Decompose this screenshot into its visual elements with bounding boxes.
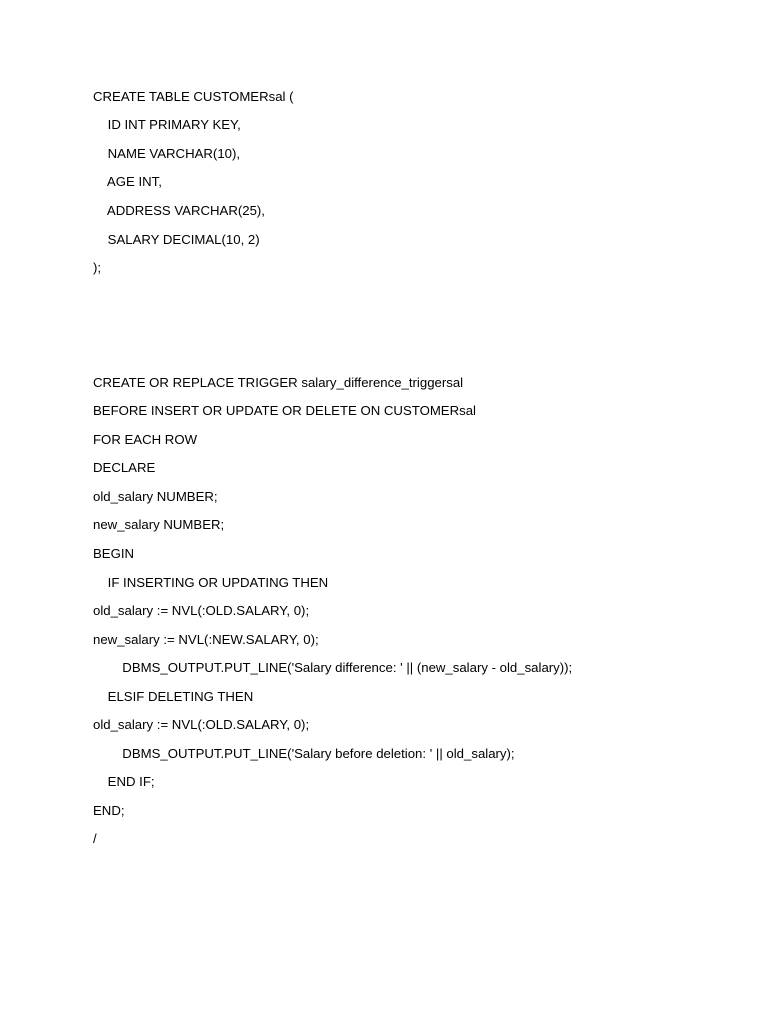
code-line: new_salary := NVL(:NEW.SALARY, 0); (93, 632, 319, 647)
code-line: IF INSERTING OR UPDATING THEN (93, 575, 329, 590)
code-line: SALARY DECIMAL(10, 2) (93, 232, 260, 247)
code-line: old_salary := NVL(:OLD.SALARY, 0); (93, 603, 310, 618)
code-line: FOR EACH ROW (93, 432, 198, 447)
code-line: NAME VARCHAR(10), (93, 146, 241, 161)
code-line: DBMS_OUTPUT.PUT_LINE('Salary difference: ' || (new_salary - old_salary)); (93, 660, 573, 675)
code-line: END IF; (93, 774, 155, 789)
code-line: CREATE OR REPLACE TRIGGER salary_difference_triggersal (93, 375, 464, 390)
code-line: ); (93, 260, 102, 275)
code-line: old_salary := NVL(:OLD.SALARY, 0); (93, 717, 310, 732)
code-line: BEFORE INSERT OR UPDATE OR DELETE ON CUSTOMERsal (93, 403, 476, 418)
code-line: ID INT PRIMARY KEY, (93, 117, 241, 132)
code-line: DECLARE (93, 460, 156, 475)
code-line: ELSIF DELETING THEN (93, 689, 254, 704)
code-line: AGE INT, (93, 174, 162, 189)
code-line: END; (93, 803, 125, 818)
code-line: BEGIN (93, 546, 135, 561)
code-line: DBMS_OUTPUT.PUT_LINE('Salary before deletion: ' || old_salary); (93, 746, 515, 761)
code-line: ADDRESS VARCHAR(25), (93, 203, 265, 218)
code-line: CREATE TABLE CUSTOMERsal ( (93, 89, 294, 104)
code-line: old_salary NUMBER; (93, 489, 218, 504)
code-line: / (93, 831, 97, 846)
code-line: new_salary NUMBER; (93, 517, 225, 532)
